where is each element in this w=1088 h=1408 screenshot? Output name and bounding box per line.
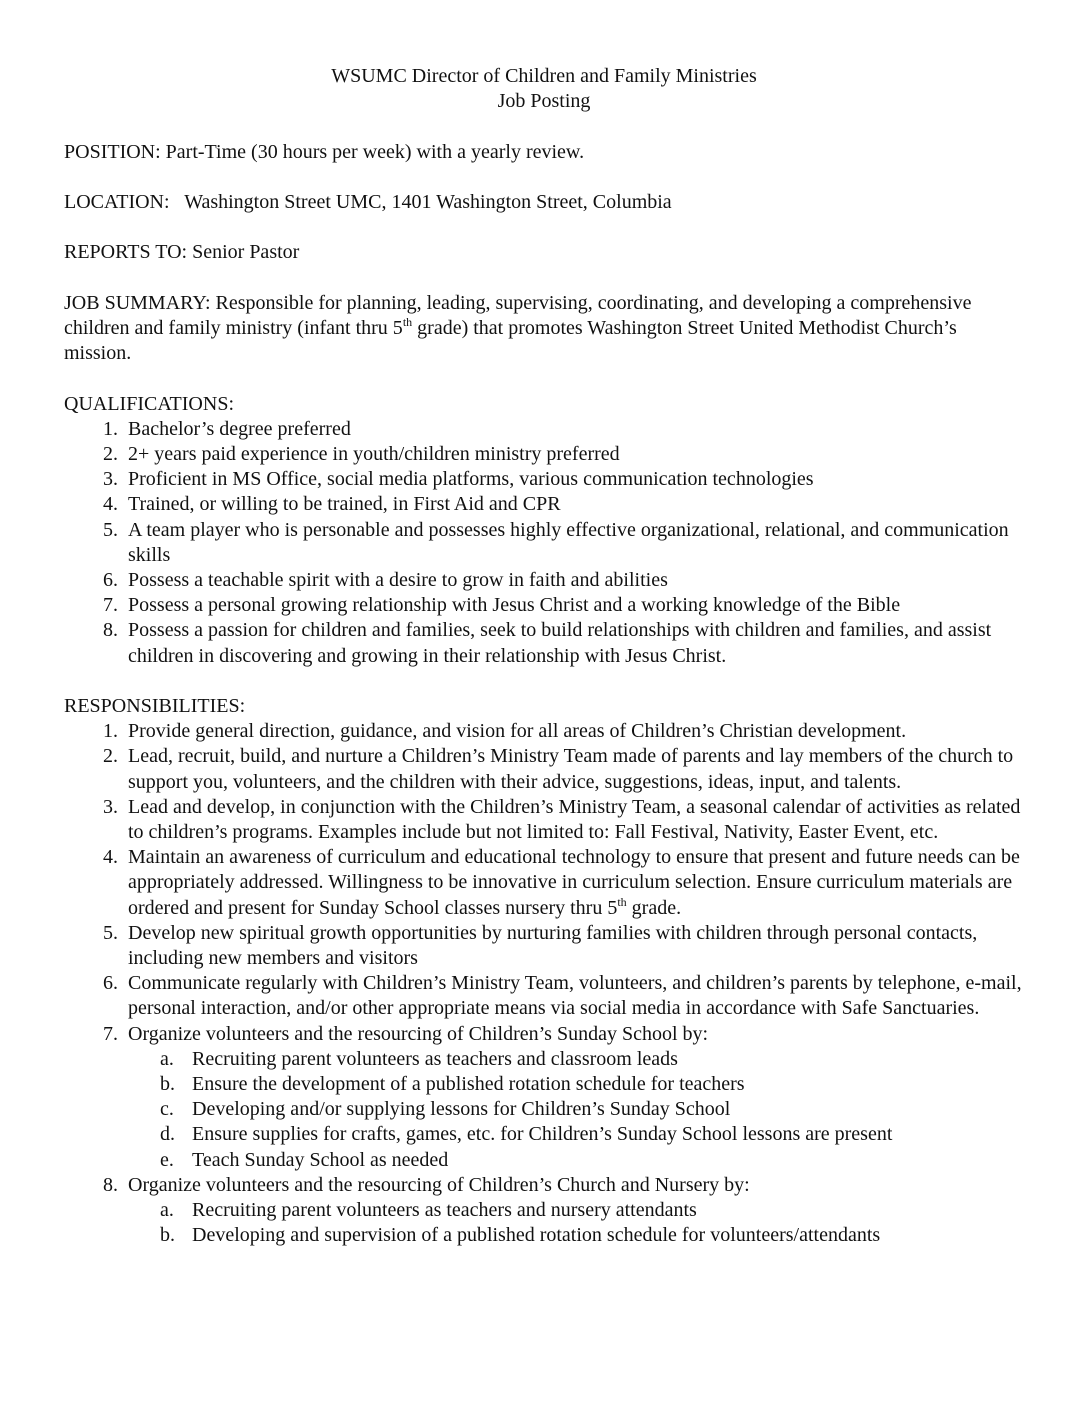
list-number: 4. [103, 493, 118, 516]
sub-list-item [128, 1097, 1028, 1122]
sub-list-item-text: Teach Sunday School as needed [192, 1148, 449, 1171]
list-item-text: Trained, or willing to be trained, in First Aid and CPR [128, 493, 561, 516]
sub-list-letter: e. [160, 1148, 174, 1171]
list-number: 7. [103, 594, 118, 617]
list-item [64, 593, 1028, 618]
list-number: 3. [103, 468, 118, 491]
list-number: 6. [103, 972, 118, 995]
list-item [64, 1173, 1028, 1249]
list-item [64, 744, 1028, 794]
sub-list-item [128, 1047, 1028, 1072]
list-number: 8. [103, 619, 118, 642]
sub-list-letter: c. [160, 1098, 174, 1121]
document-subtitle: Job Posting [497, 90, 591, 113]
list-item-text: Possess a passion for children and families, seek to build relationships with children and families, and assist children in discovering and growing in their relationship with Jesus Christ. [128, 619, 992, 667]
sub-list-item [128, 1198, 1028, 1223]
job-summary-superscript: th [402, 314, 413, 329]
sub-list-item [128, 1122, 1028, 1147]
list-item [64, 618, 1028, 668]
list-item [64, 467, 1028, 492]
responsibilities-list [64, 719, 1028, 1248]
sub-list-item-text: Developing and/or supplying lessons for Children’s Sunday School [192, 1098, 731, 1121]
list-item [64, 971, 1028, 1021]
list-item [64, 1022, 1028, 1173]
sub-list-item-text: Developing and supervision of a published rotation schedule for volunteers/attendants [192, 1224, 881, 1247]
list-item-text: Possess a personal growing relationship with Jesus Christ and a working knowledge of the Bible [128, 594, 901, 617]
list-item [64, 492, 1028, 517]
job-summary-text: JOB SUMMARY: Responsible for planning, leading, supervising, coordinating, and developing a comprehensive children and family ministry (infant thru 5 [64, 291, 972, 339]
list-item [64, 719, 1028, 744]
list-item [64, 417, 1028, 442]
qualifications-heading: QUALIFICATIONS: [64, 392, 234, 415]
location-line [64, 190, 1028, 215]
list-item-text: Maintain an awareness of curriculum and educational technology to ensure that present and future needs can be appropriately addressed. Willingness to be innovative in curriculum selection. Ensure curriculum materials are ordered and present for Sunday School classes nursery thru 5 [128, 846, 1020, 919]
list-number: 8. [103, 1173, 118, 1196]
list-number: 3. [103, 795, 118, 818]
sub-list [128, 1198, 1028, 1248]
list-number: 2. [103, 442, 118, 465]
list-number: 5. [103, 518, 118, 541]
list-item-text: Proficient in MS Office, social media platforms, various communication technologies [128, 468, 814, 491]
document-title: WSUMC Director of Children and Family Ministries [331, 65, 757, 87]
sub-list-item [128, 1072, 1028, 1097]
list-number: 6. [103, 568, 118, 591]
sub-list-letter: b. [160, 1073, 175, 1096]
list-number: 7. [103, 1022, 118, 1045]
list-item-text: Lead, recruit, build, and nurture a Children’s Ministry Team made of parents and lay members of the church to support you, volunteers, and the children with their advice, suggestions, ideas, input, and talents. [128, 745, 1014, 793]
list-number: 5. [103, 921, 118, 944]
list-item-text: Provide general direction, guidance, and vision for all areas of Children’s Christian development. [128, 720, 907, 743]
location-value: Washington Street UMC, 1401 Washington Street, Columbia [184, 190, 672, 213]
list-number: 1. [103, 417, 118, 440]
sub-list-item-text: Recruiting parent volunteers as teachers and classroom leads [192, 1047, 678, 1070]
list-item [64, 568, 1028, 593]
sub-list [128, 1047, 1028, 1173]
list-number: 4. [103, 846, 118, 869]
job-summary [64, 291, 1028, 367]
list-item-text: Bachelor’s degree preferred [128, 417, 351, 440]
responsibilities-heading: RESPONSIBILITIES: [64, 694, 246, 717]
list-item [64, 442, 1028, 467]
list-item-text-end: grade. [626, 896, 682, 919]
sub-list-letter: b. [160, 1224, 175, 1247]
sub-list-item [128, 1223, 1028, 1248]
list-item-superscript: th [617, 894, 627, 909]
sub-list-item-text: Recruiting parent volunteers as teachers and nursery attendants [192, 1199, 697, 1222]
list-item-text: A team player who is personable and possesses highly effective organizational, relational, and communication skills [128, 518, 1009, 566]
list-item-text: Communicate regularly with Children’s Ministry Team, volunteers, and children’s parents by telephone, e-mail, personal interaction, and/or other appropriate means via social media in accordance with Safe Sanctuaries. [128, 972, 1022, 1020]
list-item-text: Develop new spiritual growth opportunities by nurturing families with children through personal contacts, including new members and visitors [128, 921, 978, 970]
sub-list-letter: d. [160, 1123, 175, 1146]
list-item [64, 845, 1028, 921]
list-item-text: 2+ years paid experience in youth/children ministry preferred [128, 442, 620, 465]
list-item [64, 518, 1028, 568]
location-label: LOCATION: [64, 190, 170, 213]
position-line: POSITION: Part-Time (30 hours per week) with a yearly review. [64, 140, 585, 163]
list-item-text: Possess a teachable spirit with a desire to grow in faith and abilities [128, 568, 668, 591]
document-header [0, 64, 1088, 114]
sub-list-item [128, 1148, 1028, 1173]
sub-list-item-text: Ensure the development of a published rotation schedule for teachers [192, 1073, 745, 1096]
document-page [64, 64, 1028, 1248]
list-item [64, 921, 1028, 971]
list-item [64, 795, 1028, 845]
sub-list-letter: a. [160, 1047, 174, 1070]
sub-list-item-text: Ensure supplies for crafts, games, etc. for Children’s Sunday School lessons are present [192, 1123, 893, 1146]
list-item-text: Organize volunteers and the resourcing of Children’s Church and Nursery by: [128, 1173, 750, 1196]
list-item-text: Organize volunteers and the resourcing of Children’s Sunday School by: [128, 1022, 709, 1045]
list-item-text: Lead and develop, in conjunction with the Children’s Ministry Team, a seasonal calendar of activities as related to children’s programs. Examples include but not limited to: Fall Festival, Nativity, Easter Event, etc. [128, 795, 1021, 843]
qualifications-list [64, 417, 1028, 669]
list-number: 1. [103, 720, 118, 743]
list-number: 2. [103, 745, 118, 768]
reports-to-line: REPORTS TO: Senior Pastor [64, 241, 300, 264]
job-summary-text-end: grade) that promotes Washington Street United Methodist Church’s mission. [64, 316, 957, 365]
sub-list-letter: a. [160, 1199, 174, 1222]
